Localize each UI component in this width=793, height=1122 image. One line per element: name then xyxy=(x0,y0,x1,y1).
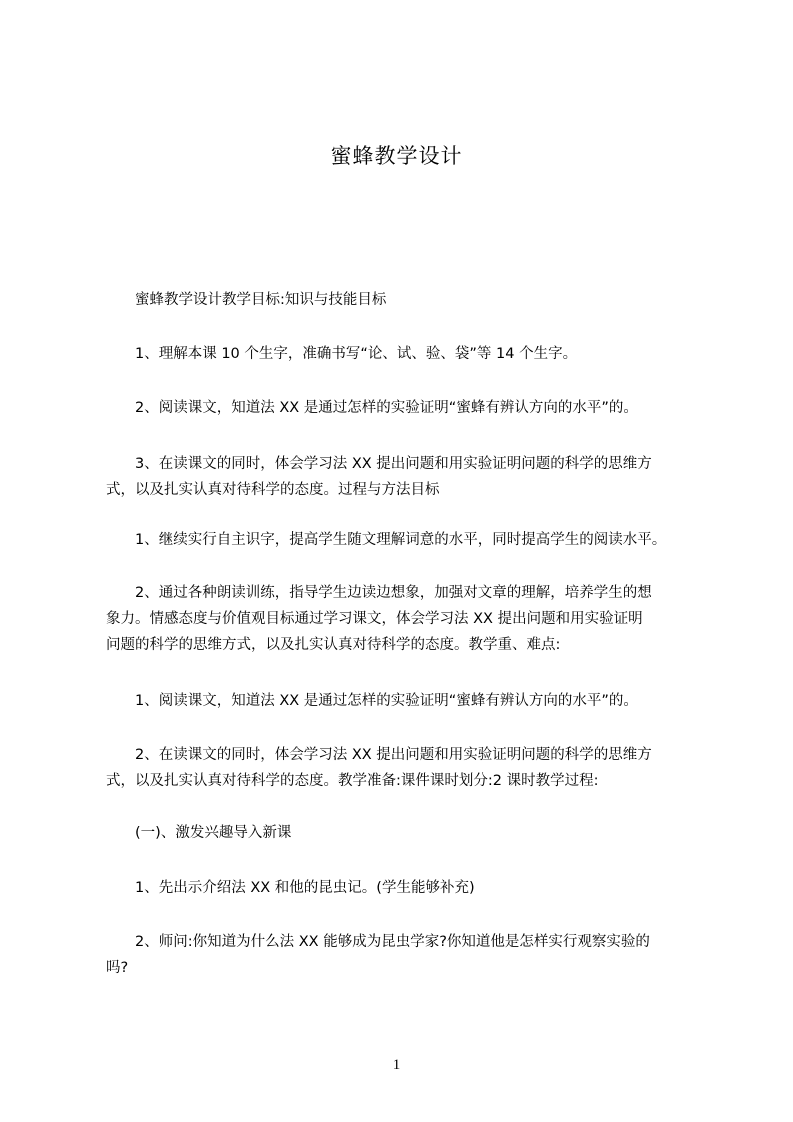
text-line: 象力。情感态度与价值观目标通过学习课文，体会学习法 XX 提出问题和用实验证明 xyxy=(106,611,643,627)
text-line: 2、师问:你知道为什么法 XX 能够成为昆虫学家?你知道他是怎样实行观察实验的 xyxy=(106,934,650,950)
paragraph xyxy=(106,742,711,794)
paragraph xyxy=(106,929,711,981)
page-number: 1 xyxy=(392,1057,401,1073)
text-line: 1、阅读课文，知道法 XX 是通过怎样的实验证明“蜜蜂有辨认方向的水平”的。 xyxy=(106,693,638,709)
text-line: (一)、激发兴趣导入新课 xyxy=(106,825,292,841)
text-line: 2、通过各种朗读训练，指导学生边读边想象，加强对文章的理解，培养学生的想 xyxy=(106,585,652,601)
paragraph xyxy=(106,688,716,714)
paragraph xyxy=(106,395,716,421)
paragraph xyxy=(106,820,716,846)
text-line: 1、继续实行自主识字，提高学生随文理解词意的水平，同时提高学生的阅读水平。 xyxy=(106,532,667,548)
text-line: 1、先出示介绍法 XX 和他的昆虫记。(学生能够补充) xyxy=(106,880,475,896)
paragraph xyxy=(106,451,711,503)
text-line: 1、理解本课 10 个生字，准确书写“论、试、验、袋”等 14 个生字。 xyxy=(106,346,578,362)
paragraph xyxy=(106,341,716,367)
text-line: 吗? xyxy=(106,960,129,976)
text-line: 问题的科学的思维方式，以及扎实认真对待科学的态度。教学重、难点: xyxy=(106,637,561,653)
document-title: 蜜蜂教学设计 xyxy=(330,144,463,168)
text-line: 2、在读课文的同时，体会学习法 XX 提出问题和用实验证明问题的科学的思维方 xyxy=(106,747,652,763)
paragraph xyxy=(106,287,716,313)
text-line: 3、在读课文的同时，体会学习法 XX 提出问题和用实验证明问题的科学的思维方 xyxy=(106,456,652,472)
paragraph xyxy=(106,580,711,658)
paragraph xyxy=(106,527,716,553)
paragraph xyxy=(106,875,716,901)
text-line: 蜜蜂教学设计教学目标:知识与技能目标 xyxy=(106,292,387,308)
text-line: 式，以及扎实认真对待科学的态度。过程与方法目标 xyxy=(106,482,440,498)
text-line: 式，以及扎实认真对待科学的态度。教学准备:课件课时划分:2 课时教学过程: xyxy=(106,773,599,789)
text-line: 2、阅读课文，知道法 XX 是通过怎样的实验证明“蜜蜂有辨认方向的水平”的。 xyxy=(106,400,638,416)
